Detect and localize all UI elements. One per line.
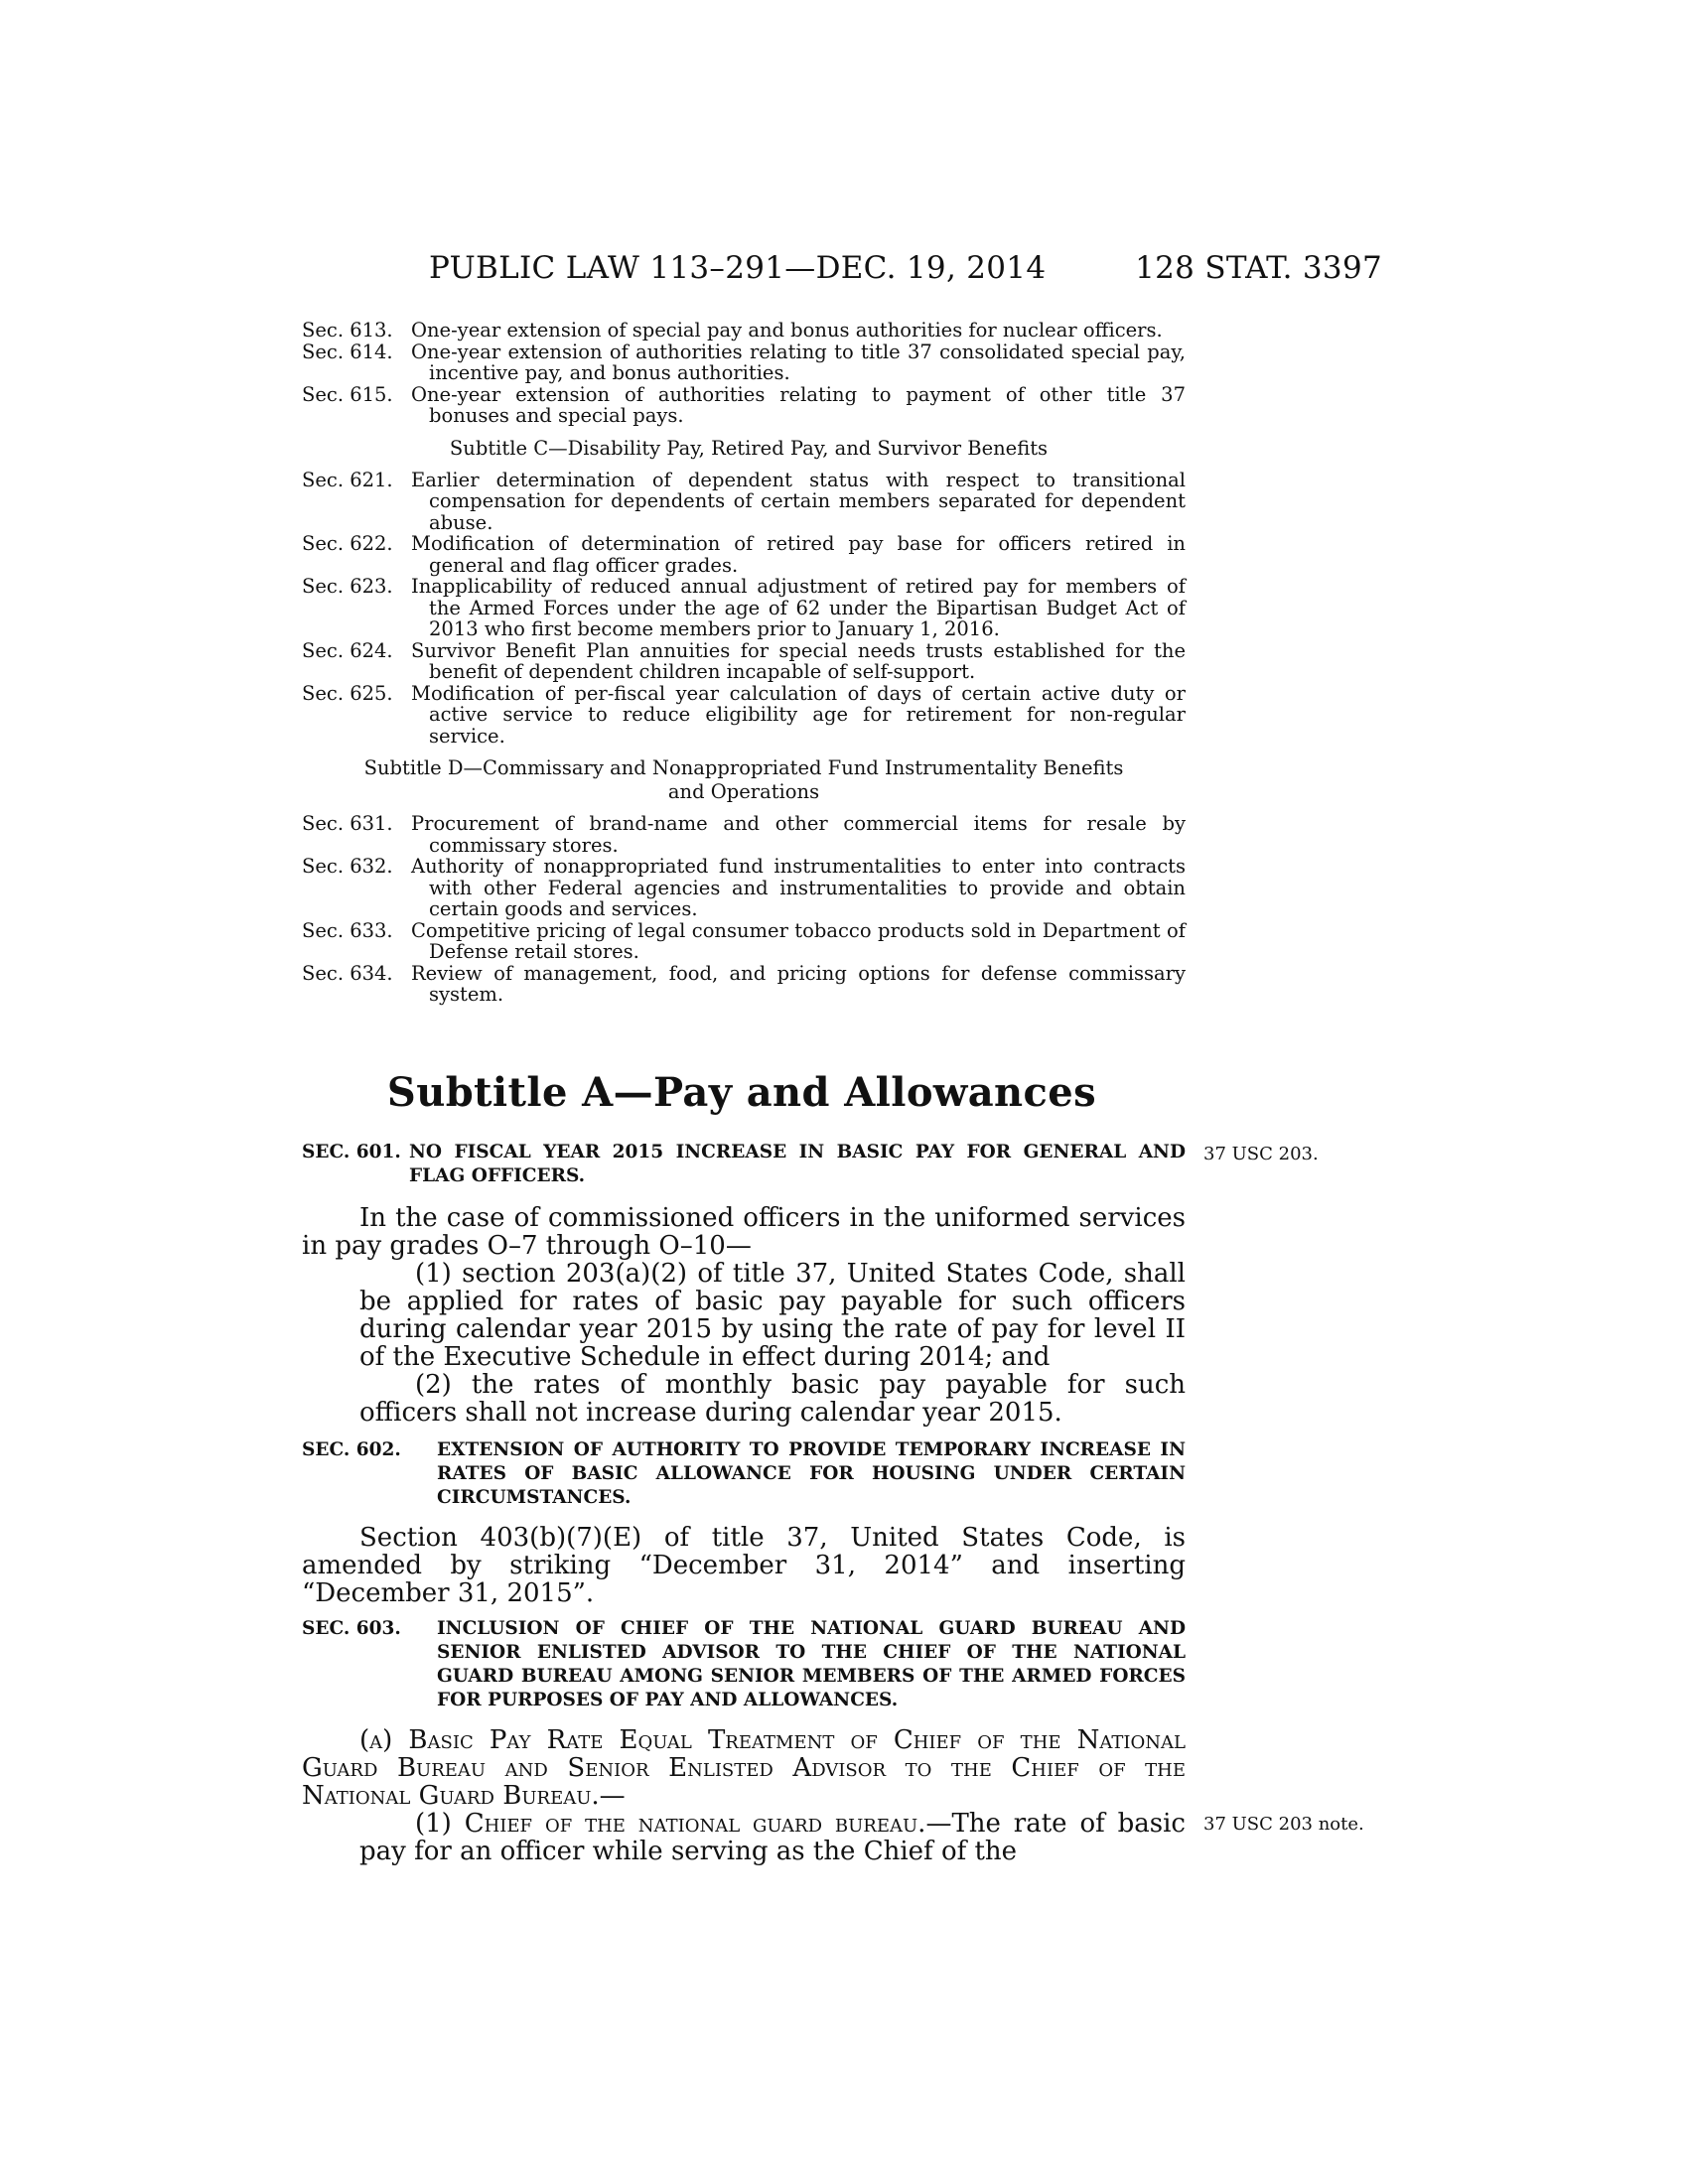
- toc-entry: [302, 856, 1186, 920]
- toc-entry-title: Modification of determination of retired pay base for officers retired in general and flag officer grades.: [411, 532, 1186, 577]
- section-602-text: Section 403(b)(7)(E) of title 37, United States Code, is amended by striking “December 31, 2014” and inserting “December 31, 2015”.: [302, 1523, 1186, 1608]
- running-head: PUBLIC LAW 113–291—DEC. 19, 2014: [429, 250, 1047, 286]
- toc-group: [302, 320, 1186, 427]
- toc-group: [302, 813, 1186, 1006]
- toc-entry: [302, 683, 1186, 748]
- toc-entry: [302, 533, 1186, 576]
- toc-entry-title: One-year extension of special pay and bonus authorities for nuclear officers.: [411, 319, 1163, 341]
- toc-entry-title: Earlier determination of dependent status with respect to transitional compensation for dependents of certain members separated for dependent abuse.: [411, 468, 1186, 534]
- subsection-a-item-1: [302, 1810, 1186, 1865]
- toc-entry: [302, 320, 1186, 341]
- toc-entry-title: Review of management, food, and pricing options for defense commissary system.: [411, 961, 1186, 1006]
- section-number: SEC. 602.: [302, 1439, 401, 1460]
- toc-entry-number: Sec. 622.: [302, 532, 393, 555]
- toc-entry-number: Sec. 634.: [302, 961, 393, 985]
- table-of-contents: [302, 320, 1186, 1006]
- toc-entry-title: Inapplicability of reduced annual adjustment of retired pay for members of the Armed Forces under the age of 62 under the Bipartisan Budget Act of 2013 who first become members prior to January 1, 2016.: [411, 575, 1186, 640]
- toc-group: [302, 470, 1186, 748]
- section-title: EXTENSION OF AUTHORITY TO PROVIDE TEMPORARY INCREASE IN RATES OF BASIC ALLOWANCE FOR HOUSING UNDER CERTAIN CIRCUMSTANCES.: [437, 1439, 1186, 1508]
- toc-entry-title: Modification of per-fiscal year calculation of days of certain active duty or active service to reduce eligibility age for retirement for non-regular service.: [411, 681, 1186, 748]
- toc-entry: [302, 963, 1186, 1006]
- subtitle-heading: Subtitle A—Pay and Allowances: [386, 1069, 1097, 1116]
- toc-entry: [302, 813, 1186, 856]
- page-header: [429, 250, 1382, 290]
- toc-entry: [302, 341, 1186, 384]
- section-number: SEC. 603.: [302, 1618, 401, 1639]
- section-601-item-1: (1) section 203(a)(2) of title 37, United States Code, shall be applied for rates of basic pay payable for such officers during calendar year 2015 by using the rate of pay for level II of the Executive Schedule in effect during 2014; and: [359, 1259, 1186, 1372]
- toc-entry-number: Sec. 631.: [302, 812, 393, 835]
- toc-entry-number: Sec. 623.: [302, 575, 393, 598]
- toc-entry: [302, 470, 1186, 534]
- section-heading-603: [302, 1617, 1186, 1712]
- toc-entry: [302, 384, 1186, 427]
- toc-entry-number: Sec. 613.: [302, 319, 393, 341]
- toc-subtitle-d: Subtitle D—Commissary and Nonappropriated Fund Instrumentality Benefits and Operations: [363, 756, 1124, 803]
- section-title: NO FISCAL YEAR 2015 INCREASE IN BASIC PAY FOR GENERAL AND FLAG OFFICERS.: [409, 1142, 1186, 1186]
- section-number: SEC. 601.: [302, 1142, 401, 1162]
- paragraph-text: —The rate of basic pay for an officer while serving as the Chief of the: [359, 1809, 1186, 1866]
- section-601-intro: In the case of commissioned officers in the uniformed services in pay grades O–7 through O–10—: [302, 1203, 1186, 1261]
- toc-entry-title: Survivor Benefit Plan annuities for special needs trusts established for the benefit of dependent children incapable of self-support.: [411, 638, 1186, 683]
- toc-entry-title: One-year extension of authorities relating to payment of other title 37 bonuses and special pays.: [411, 382, 1186, 427]
- toc-entry: [302, 640, 1186, 683]
- toc-entry-number: Sec. 625.: [302, 681, 393, 705]
- toc-entry: [302, 920, 1186, 963]
- statute-page-number: 128 STAT. 3397: [1135, 250, 1382, 286]
- toc-subtitle-c: Subtitle C—Disability Pay, Retired Pay, and Survivor Benefits: [449, 436, 1049, 460]
- section-title: INCLUSION OF CHIEF OF THE NATIONAL GUARD BUREAU AND SENIOR ENLISTED ADVISOR TO THE CHIEF OF THE NATIONAL GUARD BUREAU AMONG SENIOR MEMBERS OF THE ARMED FORCES FOR PURPOSES OF PAY AND ALLOWANCES.: [437, 1618, 1186, 1710]
- toc-entry-title: Authority of nonappropriated fund instrumentalities to enter into contracts with other Federal agencies and instrumentalities to provide and obtain certain goods and services.: [411, 855, 1186, 920]
- toc-entry-number: Sec. 615.: [302, 382, 393, 406]
- section-heading-602: [302, 1438, 1186, 1510]
- toc-entry: [302, 576, 1186, 640]
- statute-body: [302, 1141, 1186, 1865]
- section-heading-601: [302, 1141, 1186, 1188]
- margin-citation-603: 37 USC 203 note.: [1203, 1814, 1364, 1835]
- toc-entry-number: Sec. 621.: [302, 468, 393, 491]
- toc-entry-number: Sec. 614.: [302, 340, 393, 363]
- toc-entry-title: Competitive pricing of legal consumer tobacco products sold in Department of Defense retail stores.: [411, 918, 1186, 963]
- toc-entry-number: Sec. 633.: [302, 918, 393, 942]
- section-601-item-2: (2) the rates of monthly basic pay payable for such officers shall not increase during calendar year 2015.: [359, 1370, 1186, 1428]
- toc-entry-number: Sec. 624.: [302, 638, 393, 662]
- paragraph-heading: (1) Chief of the national guard bureau.: [415, 1809, 926, 1839]
- margin-citation-601: 37 USC 203.: [1203, 1144, 1319, 1164]
- toc-entry-number: Sec. 632.: [302, 855, 393, 878]
- toc-entry-title: Procurement of brand-name and other commercial items for resale by commissary stores.: [411, 812, 1186, 857]
- toc-entry-title: One-year extension of authorities relating to title 37 consolidated special pay, incentive pay, and bonus authorities.: [411, 340, 1186, 384]
- subsection-a-heading: (a) Basic Pay Rate Equal Treatment of Chief of the National Guard Bureau and Senior Enlisted Advisor to the Chief of the National Guard Bureau.—: [302, 1725, 1186, 1811]
